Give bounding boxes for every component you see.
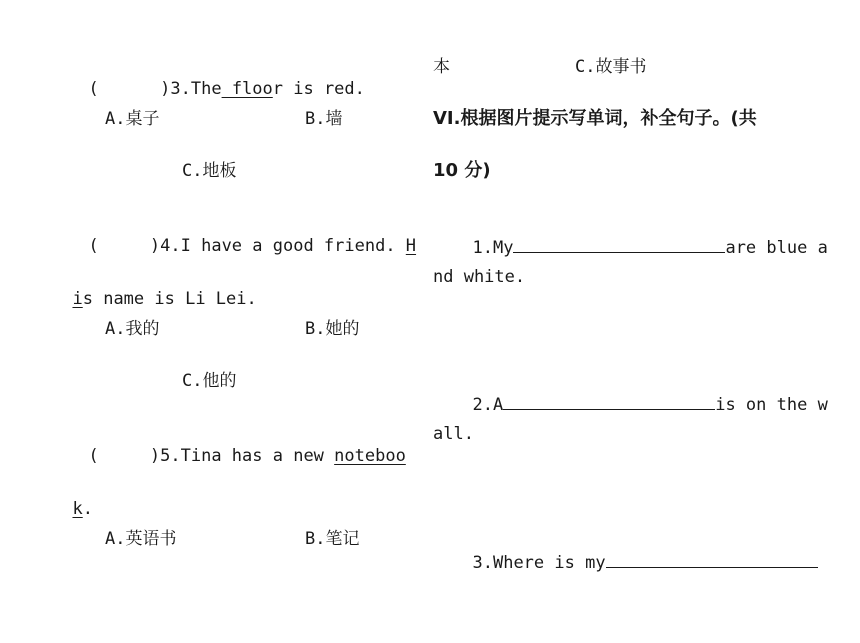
underlined-letter: H	[405, 236, 417, 256]
sentence-2: 2.A is on the w	[452, 370, 828, 416]
answer-blank[interactable]	[513, 235, 725, 253]
q5-option-b[interactable]: B.笔记	[305, 529, 360, 549]
answer-blank[interactable]	[606, 550, 818, 568]
q5-line: ( )5.Tina has a new noteboo	[88, 446, 406, 466]
q3-line: ( )3.The floor is red.	[88, 79, 365, 99]
prev-option-c[interactable]: C.故事书	[575, 57, 647, 77]
answer-paren[interactable]: ( )	[88, 446, 161, 466]
q4-option-a[interactable]: A.我的	[105, 319, 160, 339]
q5-line-continued: k.	[72, 499, 93, 519]
sentence-1-continued: nd white.	[433, 267, 526, 287]
prev-option-b-tail: 本	[433, 57, 450, 77]
underlined-letter: i	[72, 289, 83, 309]
section-title-continued: 10 分)	[433, 160, 491, 181]
answer-paren[interactable]: ( )	[88, 236, 161, 256]
q4-line-continued: is name is Li Lei.	[72, 289, 257, 309]
q4-line: ( )4.I have a good friend. H	[88, 236, 417, 256]
q5-option-a[interactable]: A.英语书	[105, 529, 177, 549]
section-title: VI.根据图片提示写单词，补全句子。(共	[433, 108, 757, 129]
sentence-1: 1.My are blue a	[452, 213, 828, 259]
q3-option-c[interactable]: C.地板	[182, 161, 237, 181]
underlined-letter: k	[72, 499, 83, 519]
underlined-word: floo	[221, 79, 273, 99]
q3-option-b[interactable]: B.墙	[305, 109, 343, 129]
q3-option-a[interactable]: A.桌子	[105, 109, 160, 129]
answer-blank[interactable]	[503, 392, 715, 410]
sentence-2-continued: all.	[433, 424, 474, 444]
answer-paren[interactable]: ( )	[88, 79, 171, 99]
q4-option-c[interactable]: C.他的	[182, 371, 237, 391]
q4-option-b[interactable]: B.她的	[305, 319, 360, 339]
sentence-3: 3.Where is my	[452, 528, 818, 574]
underlined-word: noteboo	[334, 446, 406, 466]
